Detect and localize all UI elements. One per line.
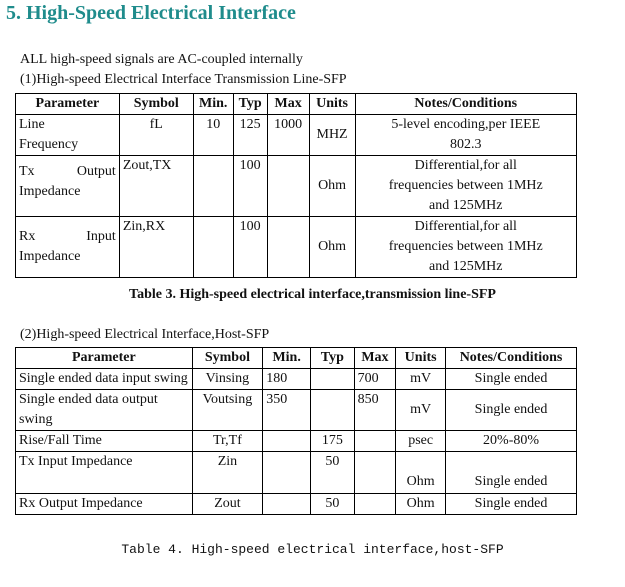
header-notes: Notes/Conditions <box>446 348 577 369</box>
cell-typ: 125 <box>233 115 267 156</box>
notes-line1: 5-level encoding,per IEEE <box>391 117 541 132</box>
table-row <box>16 115 577 156</box>
param-line2: Impedance <box>19 249 81 264</box>
cell-symbol: Vinsing <box>192 369 263 390</box>
header-min: Min. <box>193 94 233 115</box>
cell-min <box>263 494 311 515</box>
table-header-row <box>16 94 577 115</box>
cell-units: mV <box>396 369 446 390</box>
table3-caption: Table 3. High-speed electrical interface,transmission line-SFP <box>129 287 496 302</box>
header-notes: Notes/Conditions <box>355 94 576 115</box>
param-line1: Line <box>19 117 45 132</box>
cell-units: mV <box>396 390 446 431</box>
table-host-sfp <box>15 347 577 515</box>
table-row <box>16 217 577 278</box>
cell-typ: 100 <box>233 217 267 278</box>
cell-parameter: Single ended data output swing <box>16 390 193 431</box>
table-transmission-line <box>15 93 577 278</box>
cell-symbol: Tr,Tf <box>192 431 263 452</box>
notes-line2: 802.3 <box>450 137 482 152</box>
header-max: Max <box>267 94 309 115</box>
notes-line3: and 125MHz <box>429 259 503 274</box>
param-word: Tx <box>19 164 35 179</box>
section-heading: 5. High-Speed Electrical Interface <box>6 2 296 24</box>
cell-max: 1000 <box>267 115 309 156</box>
param-line2: Frequency <box>19 137 79 152</box>
section1-title: (1)High-speed Electrical Interface Transmission Line-SFP <box>20 72 347 87</box>
cell-min <box>193 156 233 217</box>
cell-min <box>193 217 233 278</box>
cell-parameter <box>16 115 120 156</box>
header-parameter: Parameter <box>16 94 120 115</box>
notes-line2: frequencies between 1MHz <box>388 178 543 193</box>
cell-max <box>354 452 396 494</box>
cell-notes <box>355 156 576 217</box>
cell-notes: Single ended <box>446 369 577 390</box>
cell-notes <box>355 115 576 156</box>
table-row <box>16 494 577 515</box>
param-word: Rx <box>19 229 36 244</box>
table-header-row <box>16 348 577 369</box>
cell-units: Ohm <box>309 156 355 217</box>
cell-typ <box>311 390 355 431</box>
cell-min <box>263 452 311 494</box>
cell-max <box>267 156 309 217</box>
param-line2: Impedance <box>19 184 81 199</box>
header-typ: Typ <box>233 94 267 115</box>
cell-parameter: Tx Input Impedance <box>16 452 193 494</box>
table-row <box>16 390 577 431</box>
cell-max: 850 <box>354 390 396 431</box>
cell-typ: 100 <box>233 156 267 217</box>
cell-symbol: Zin <box>192 452 263 494</box>
cell-parameter <box>16 217 120 278</box>
cell-typ: 50 <box>311 452 355 494</box>
header-parameter: Parameter <box>16 348 193 369</box>
table-row <box>16 431 577 452</box>
cell-parameter: Single ended data input swing <box>16 369 193 390</box>
notes-line2: frequencies between 1MHz <box>388 239 543 254</box>
header-max: Max <box>354 348 396 369</box>
cell-min <box>263 431 311 452</box>
cell-notes: Single ended <box>446 390 577 431</box>
table-row <box>16 156 577 217</box>
cell-min: 350 <box>263 390 311 431</box>
header-typ: Typ <box>311 348 355 369</box>
cell-parameter: Rx Output Impedance <box>16 494 193 515</box>
intro-text: ALL high-speed signals are AC-coupled internally <box>20 52 303 67</box>
cell-max <box>267 217 309 278</box>
section2-title: (2)High-speed Electrical Interface,Host-SFP <box>20 327 270 342</box>
param-word: Input <box>86 229 116 244</box>
cell-max <box>354 494 396 515</box>
cell-symbol: Voutsing <box>192 390 263 431</box>
notes-line1: Differential,for all <box>414 219 517 234</box>
cell-min: 10 <box>193 115 233 156</box>
cell-parameter <box>16 156 120 217</box>
cell-units: Ohm <box>309 217 355 278</box>
cell-notes: 20%-80% <box>446 431 577 452</box>
cell-parameter: Rise/Fall Time <box>16 431 193 452</box>
header-units: Units <box>396 348 446 369</box>
param-line1 <box>19 227 116 247</box>
table4-caption: Table 4. High-speed electrical interface,host-SFP <box>121 542 504 557</box>
cell-min: 180 <box>263 369 311 390</box>
header-min: Min. <box>263 348 311 369</box>
notes-line1: Differential,for all <box>414 158 517 173</box>
header-units: Units <box>309 94 355 115</box>
cell-units: Ohm <box>396 494 446 515</box>
cell-units: Ohm <box>396 452 446 494</box>
table-row <box>16 452 577 494</box>
cell-typ: 50 <box>311 494 355 515</box>
cell-notes: Single ended <box>446 452 577 494</box>
param-line1 <box>19 162 116 182</box>
param-word: Output <box>76 164 116 179</box>
cell-symbol: fL <box>119 115 193 156</box>
header-symbol: Symbol <box>192 348 263 369</box>
header-symbol: Symbol <box>119 94 193 115</box>
cell-notes: Single ended <box>446 494 577 515</box>
cell-symbol: Zin,RX <box>119 217 193 278</box>
cell-max <box>354 431 396 452</box>
cell-typ <box>311 369 355 390</box>
cell-symbol: Zout,TX <box>119 156 193 217</box>
cell-units: MHZ <box>309 115 355 156</box>
cell-symbol: Zout <box>192 494 263 515</box>
cell-typ: 175 <box>311 431 355 452</box>
cell-notes <box>355 217 576 278</box>
cell-max: 700 <box>354 369 396 390</box>
table-row <box>16 369 577 390</box>
cell-units: psec <box>396 431 446 452</box>
notes-line3: and 125MHz <box>429 198 503 213</box>
